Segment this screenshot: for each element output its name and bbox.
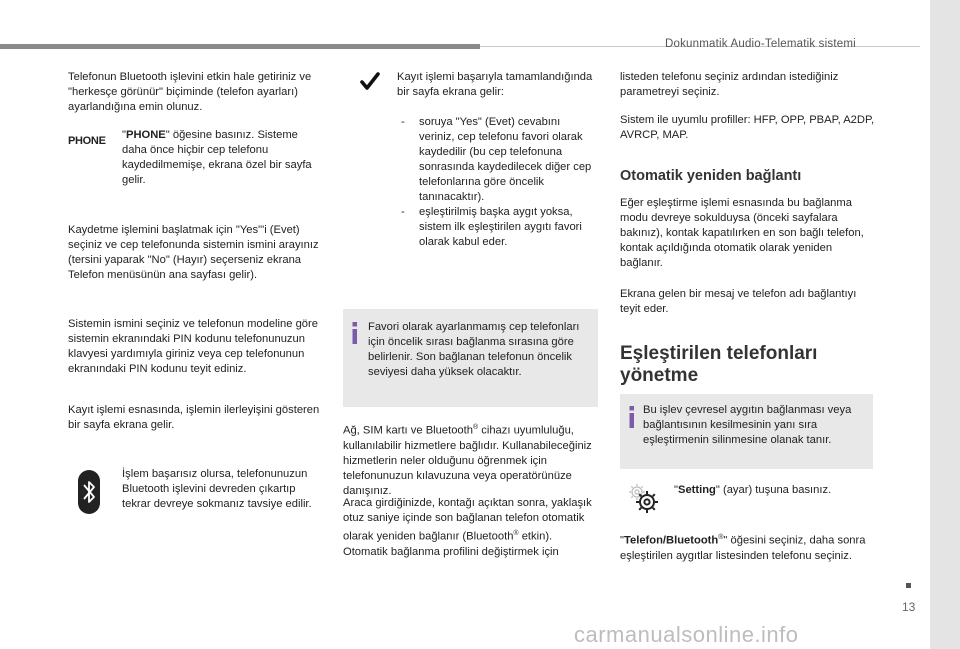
col1-progress: Kayıt işlemi esnasında, işlemin ilerleyişini gösteren bir sayfa ekrana gelir. [68, 404, 320, 431]
col3-select-phone: "Telefon/Bluetooth®" öğesini seçiniz, daha sonra eşleştirilen aygıtlar listesinden telefonu seçiniz. [620, 534, 866, 562]
page-marker [906, 583, 911, 588]
bluetooth-icon [78, 470, 100, 519]
page-number: 13 [902, 600, 916, 614]
col3-auto-reconnect: Eğer eşleştirme işlemi esnasında bu bağlanma modu devreye sokulduysa (önceki sayfalara bakınız), kontak kapatılırken en son bağlı telefon, kontak açıldığında otomatik olarak yeniden bağlanır. [620, 197, 864, 269]
watermark: carmanualsonline.info [574, 622, 799, 647]
right-margin-band [930, 0, 960, 649]
settings-gear-icon [626, 481, 660, 520]
header-bar [0, 44, 480, 49]
col3-setting-instruction: "Setting" (ayar) tuşuna basınız. [674, 484, 832, 496]
col1-pin-entry: Sistemin ismini seçiniz ve telefonun modeline göre sistemin ekranındaki PIN kodunu telefonunuzun klavyesi yardımıyla giriniz veya cep telefonunun ekranındaki PIN kodunu teyit ediniz. [68, 318, 318, 375]
col1-bluetooth-advice: İşlem başarısız olursa, telefonunuzun Bluetooth işlevini devreden çıkartıp tekrar devreye sokmanız tavsiye edilir. [122, 468, 312, 510]
col3-profiles: Sistem ile uyumlu profiller: HFP, OPP, PBAP, A2DP, AVRCP, MAP. [620, 114, 875, 141]
heading-auto-reconnect: Otomatik yeniden bağlantı [620, 168, 802, 184]
page-header-title: Dokunmatik Audio-Telematik sistemi [665, 38, 856, 50]
col1-phone-instruction: "PHONE" öğesine basınız. Sisteme daha önce hiçbir cep telefonu kaydedilmemişe, ekrana özel bir sayfa gelir. [122, 129, 312, 186]
col1-pairing-start: Kaydetme işlemini başlatmak için "Yes"'i (Evet) seçiniz ve cep telefonunda sistemin ismini arayınız (tersini yaparak "No" (Hayır) seçerseniz ekrana Telefon menüsünün ana sayfası gelir). [68, 224, 319, 281]
heading-manage-phones: Eşleştirilen telefonları yönetme [620, 343, 818, 386]
col2-compatibility: Ağ, SIM kartı ve Bluetooth® cihazı uyumluluğu, kullanılabilir hizmetlere bağlıdır. Kullanabileceğiniz hizmetlerin neler olduğunu öğrenmek için telefonunuzun kılavuzuna veya operatörünüze danışınız. [343, 424, 592, 497]
col1-intro: Telefonun Bluetooth işlevini etkin hale getiriniz ve "herkesçe görünür" biçiminde (telefon ayarları) ayarlandığına emin olunuz. [68, 71, 312, 113]
note-manage-text: Bu işlev çevresel aygıtın bağlanması veya bağlantısının kesilmesinin yanı sıra eşleştirmenin silinmesine olanak tanır. [643, 404, 852, 446]
phone-icon: PHONE [68, 135, 106, 147]
note-priority-text: Favori olarak ayarlanmamış cep telefonları için öncelik sırası bağlanma sırasına göre belirlenir. Son bağlanan telefonun öncelik seviyesi daha yüksek olacaktır. [368, 321, 580, 378]
list-item: - eşleştirilmiş başka aygıt yoksa, sistem ilk eşleştirilen aygıtı favori olarak kabul eder. [397, 205, 593, 250]
col3-continuation: listeden telefonu seçiniz ardından istediğiniz parametreyi seçiniz. [620, 71, 839, 98]
col2-auto-connect: Araca girdiğinizde, kontağı açıktan sonra, yaklaşık otuz saniye içinde son bağlanan telefon otomatik olarak yeniden bağlanır (Bluetooth® etkin). Otomatik bağlanma profilini değiştirmek için [343, 497, 592, 558]
info-icon [628, 406, 636, 433]
info-icon [351, 322, 359, 349]
col2-success-list [397, 115, 593, 250]
list-item: - soruya "Yes" (Evet) cevabını veriniz, cep telefonu favori olarak kaydedilir (bu cep telefonuna sonrasında kaydedilecek diğer cep telefonlarına göre öncelik tanınacaktır). [397, 115, 593, 205]
col2-success-intro: Kayıt işlemi başarıyla tamamlandığında bir sayfa ekrana gelir: [397, 71, 593, 98]
checkmark-icon [360, 72, 380, 95]
col3-confirmation: Ekrana gelen bir mesaj ve telefon adı bağlantıyı teyit eder. [620, 288, 857, 315]
